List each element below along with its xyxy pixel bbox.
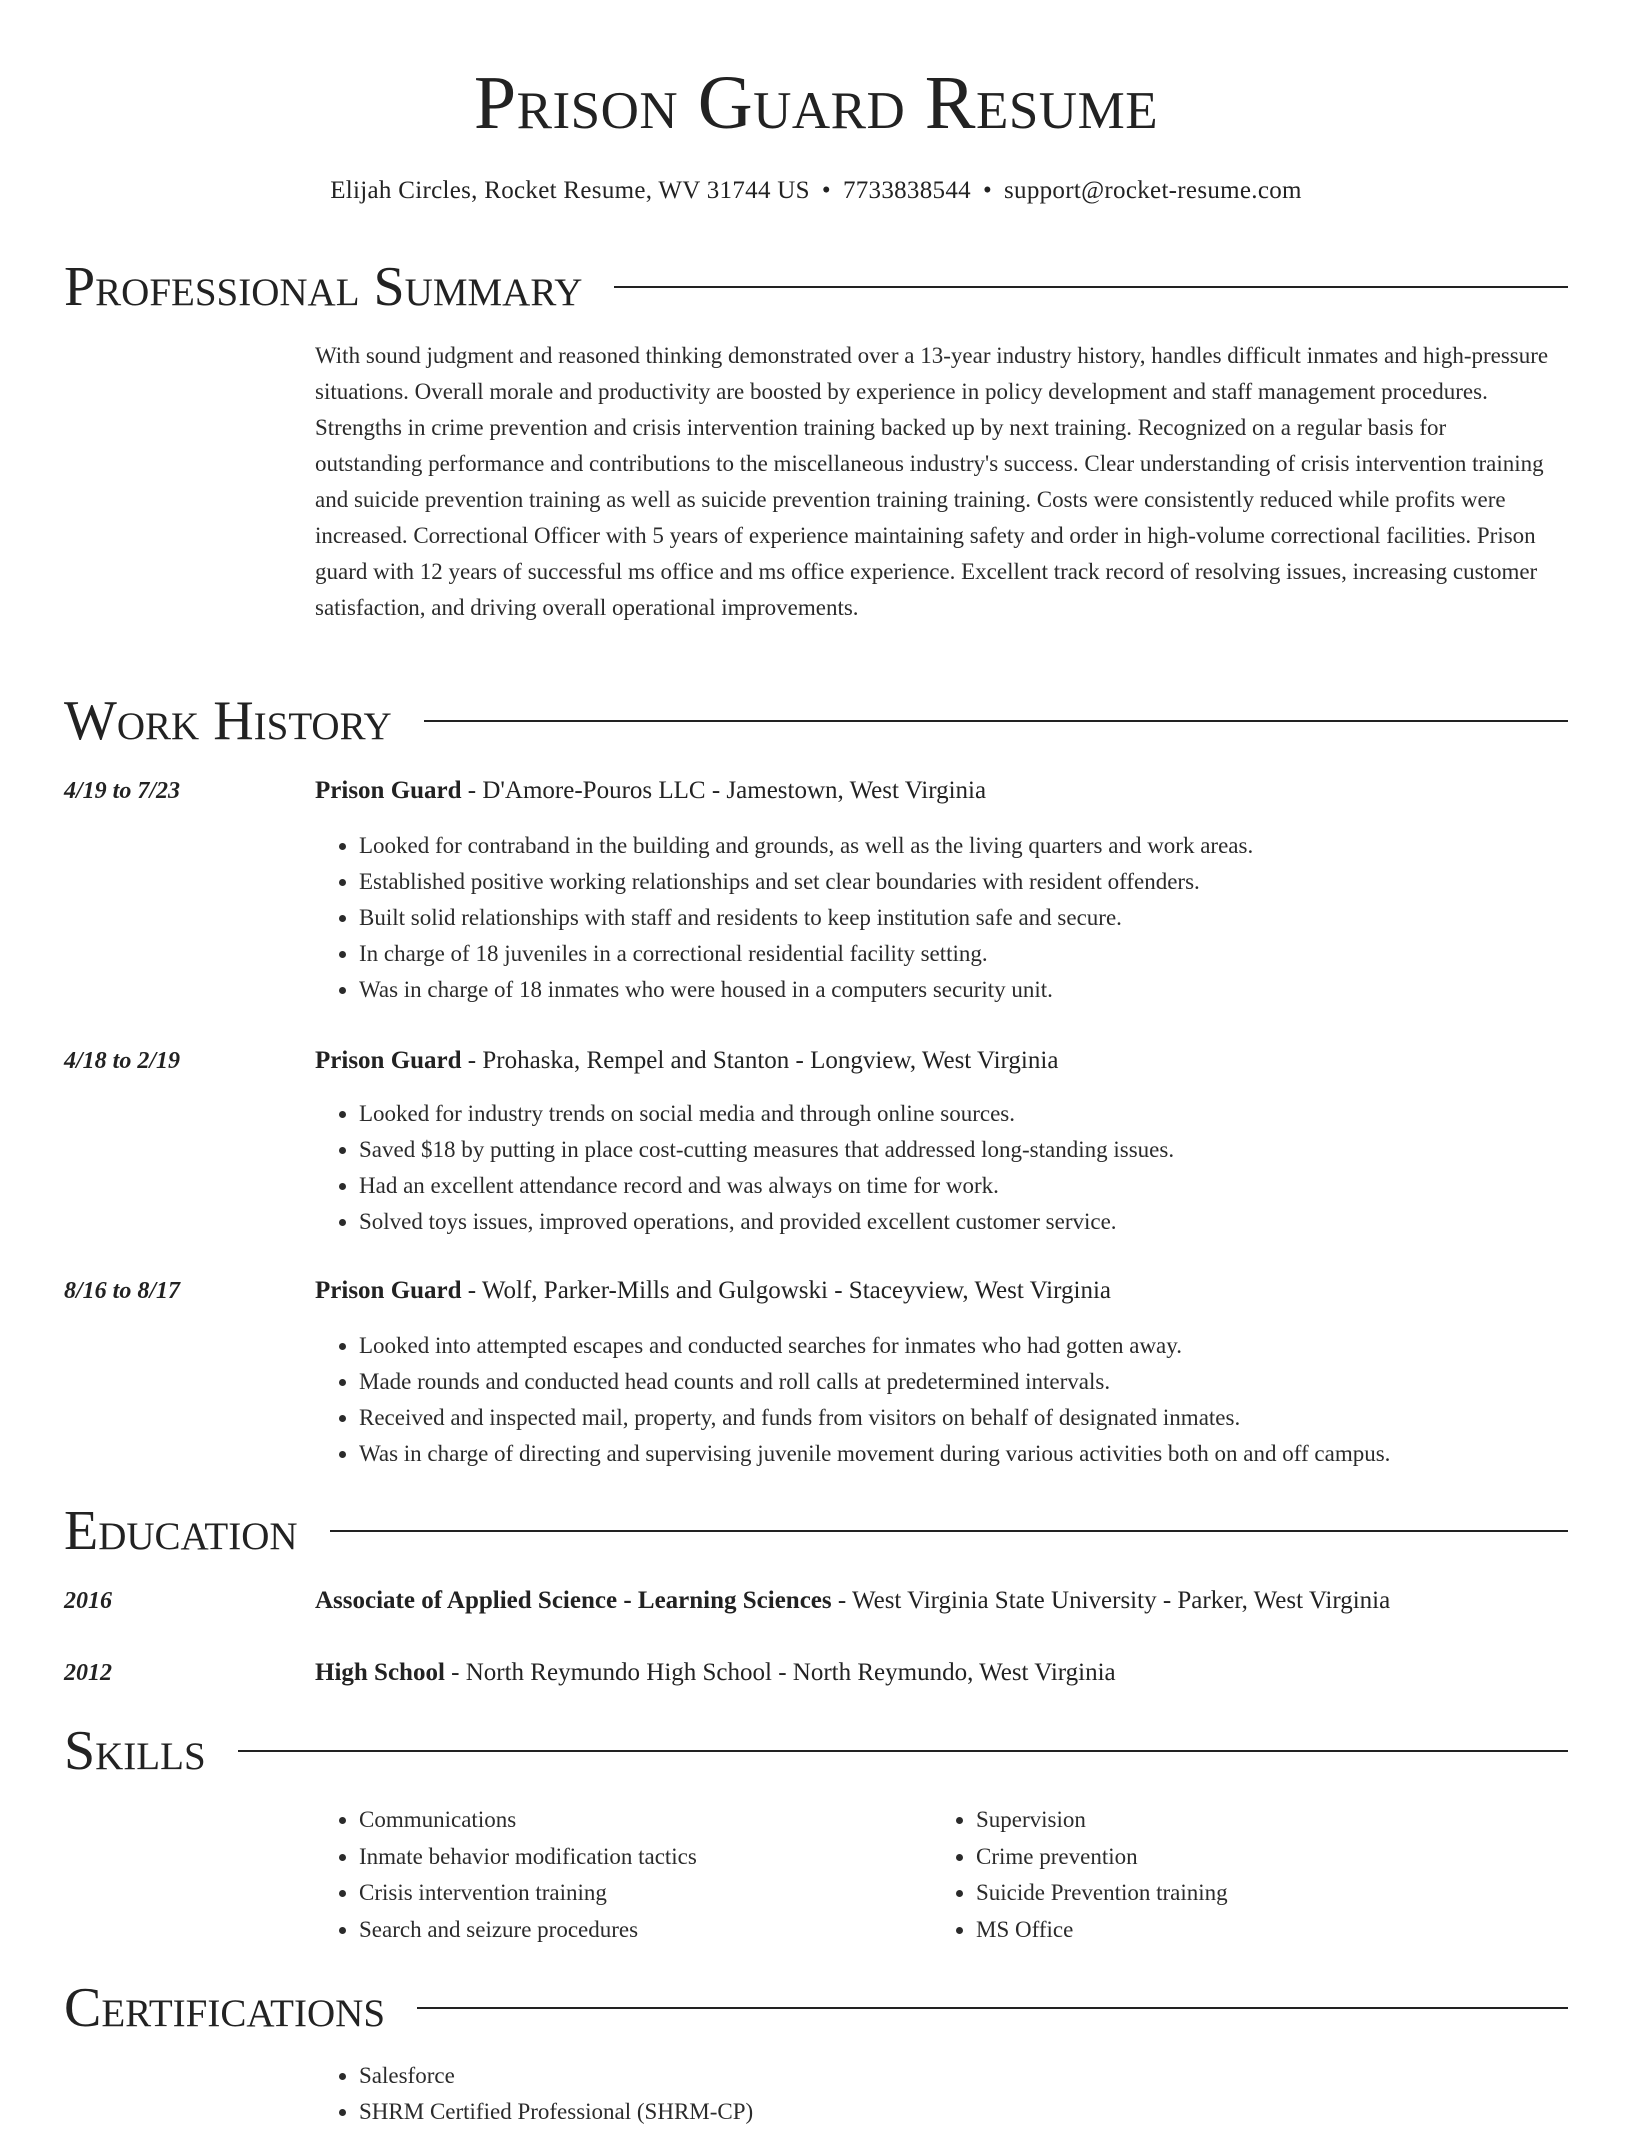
job-bullet: • Established positive working relationships and set clear boundaries with resident offenders.	[359, 864, 1609, 900]
job-heading	[315, 776, 1565, 806]
skill-item: • MS Office	[976, 1912, 1576, 1949]
section-title-certifications: Certifications	[64, 1977, 386, 2039]
contact-email: support@rocket-resume.com	[1004, 177, 1302, 204]
job-bullet: • Looked into attempted escapes and conducted searches for inmates who had gotten away.	[359, 1328, 1609, 1364]
section-title-summary: Professional Summary	[64, 256, 583, 318]
job-details: - D'Amore-Pouros LLC - Jamestown, West Virginia	[461, 777, 987, 804]
job-bullet: • Made rounds and conducted head counts and roll calls at predetermined intervals.	[359, 1364, 1609, 1400]
section-header-skills	[64, 1716, 1568, 1786]
job-title: Prison Guard	[315, 777, 462, 804]
job-details: - Wolf, Parker-Mills and Gulgowski - Staceyview, West Virginia	[461, 1277, 1111, 1304]
job-bullet: • Was in charge of directing and supervising juvenile movement during various activities both on and off campus.	[359, 1436, 1609, 1472]
job-dates: 8/16 to 8/17	[64, 1278, 181, 1304]
job-bullet: • In charge of 18 juveniles in a correctional residential facility setting.	[359, 936, 1609, 972]
section-divider	[424, 720, 1568, 722]
skills-list-left	[315, 1802, 919, 1948]
education-degree: Associate of Applied Science - Learning Sciences	[315, 1587, 832, 1614]
section-header-certifications	[64, 1973, 1568, 2043]
resume-title: Prison Guard Resume	[473, 61, 1159, 145]
section-title-skills: Skills	[64, 1720, 206, 1782]
job-bullets	[315, 828, 1609, 1008]
section-title-work-history: Work History	[64, 690, 392, 752]
job-title: Prison Guard	[315, 1277, 462, 1304]
job-dates: 4/19 to 7/23	[64, 778, 181, 804]
education-details: - North Reymundo High School - North Reymundo, West Virginia	[444, 1659, 1116, 1686]
job-bullet: • Solved toys issues, improved operations, and provided excellent customer service.	[359, 1204, 1609, 1240]
skill-item: • Crime prevention	[976, 1839, 1576, 1876]
contact-address: Elijah Circles, Rocket Resume, WV 31744 US	[330, 177, 810, 204]
certifications-list	[315, 2058, 1609, 2130]
contact-separator: •	[821, 177, 831, 204]
education-details: - West Virginia State University - Parker, West Virginia	[831, 1587, 1391, 1614]
job-bullet: • Saved $18 by putting in place cost-cutting measures that addressed long-standing issues.	[359, 1132, 1609, 1168]
education-year: 2016	[64, 1588, 112, 1614]
job-heading	[315, 1046, 1565, 1076]
section-divider	[330, 1530, 1568, 1532]
section-header-education	[64, 1496, 1568, 1566]
education-year: 2012	[64, 1660, 112, 1686]
contact-separator: •	[982, 177, 992, 204]
skills-list-right	[932, 1802, 1576, 1948]
job-dates: 4/18 to 2/19	[64, 1048, 181, 1074]
job-bullet: • Was in charge of 18 inmates who were housed in a computers security unit.	[359, 972, 1609, 1008]
section-header-work-history	[64, 686, 1568, 756]
summary-text: With sound judgment and reasoned thinking demonstrated over a 13-year industry history, handles difficult inmates and high-pressure situations. Overall morale and productivity are boosted by experience in policy development and staff management procedures. Strengths in crime prevention and crisis intervention training backed up by next training. Recognized on a regular basis for outstanding performance and contributions to the miscellaneous industry's success. Clear understanding of crisis intervention training and suicide prevention training as well as suicide prevention training training. Costs were consistently reduced while profits were increased. Correctional Officer with 5 years of experience maintaining safety and order in high-volume correctional facilities. Prison guard with 12 years of successful ms office and ms office experience. Excellent track record of resolving issues, increasing customer satisfaction, and driving overall operational improvements.	[315, 343, 1549, 620]
section-title-education: Education	[64, 1500, 298, 1562]
job-bullet: • Built solid relationships with staff and residents to keep institution safe and secure.	[359, 900, 1609, 936]
job-bullet: • Had an excellent attendance record and was always on time for work.	[359, 1168, 1609, 1204]
skill-item: • Inmate behavior modification tactics	[359, 1839, 919, 1876]
job-bullet: • Looked for contraband in the building and grounds, as well as the living quarters and work areas.	[359, 828, 1609, 864]
skill-item: • Crisis intervention training	[359, 1875, 919, 1912]
job-details: - Prohaska, Rempel and Stanton - Longview, West Virginia	[461, 1047, 1059, 1074]
job-title: Prison Guard	[315, 1047, 462, 1074]
job-bullets	[315, 1096, 1609, 1240]
job-bullets	[315, 1328, 1609, 1472]
education-degree: High School	[315, 1659, 445, 1686]
skill-item: • Supervision	[976, 1802, 1576, 1839]
section-header-summary	[64, 252, 1568, 322]
job-heading	[315, 1276, 1565, 1306]
skill-item: • Search and seizure procedures	[359, 1912, 919, 1949]
education-entry	[315, 1586, 1565, 1616]
skill-item: • Communications	[359, 1802, 919, 1839]
job-bullet: • Received and inspected mail, property, and funds from visitors on behalf of designated inmates.	[359, 1400, 1609, 1436]
certification-item: • Salesforce	[359, 2058, 1609, 2094]
skill-item: • Suicide Prevention training	[976, 1875, 1576, 1912]
section-divider	[417, 2007, 1568, 2009]
section-divider	[238, 1750, 1568, 1752]
section-divider	[614, 286, 1568, 288]
contact-line	[0, 176, 1632, 206]
job-bullet: • Looked for industry trends on social media and through online sources.	[359, 1096, 1609, 1132]
education-entry	[315, 1658, 1565, 1688]
certification-item: • SHRM Certified Professional (SHRM-CP)	[359, 2094, 1609, 2130]
contact-phone: 7733838544	[842, 177, 971, 204]
